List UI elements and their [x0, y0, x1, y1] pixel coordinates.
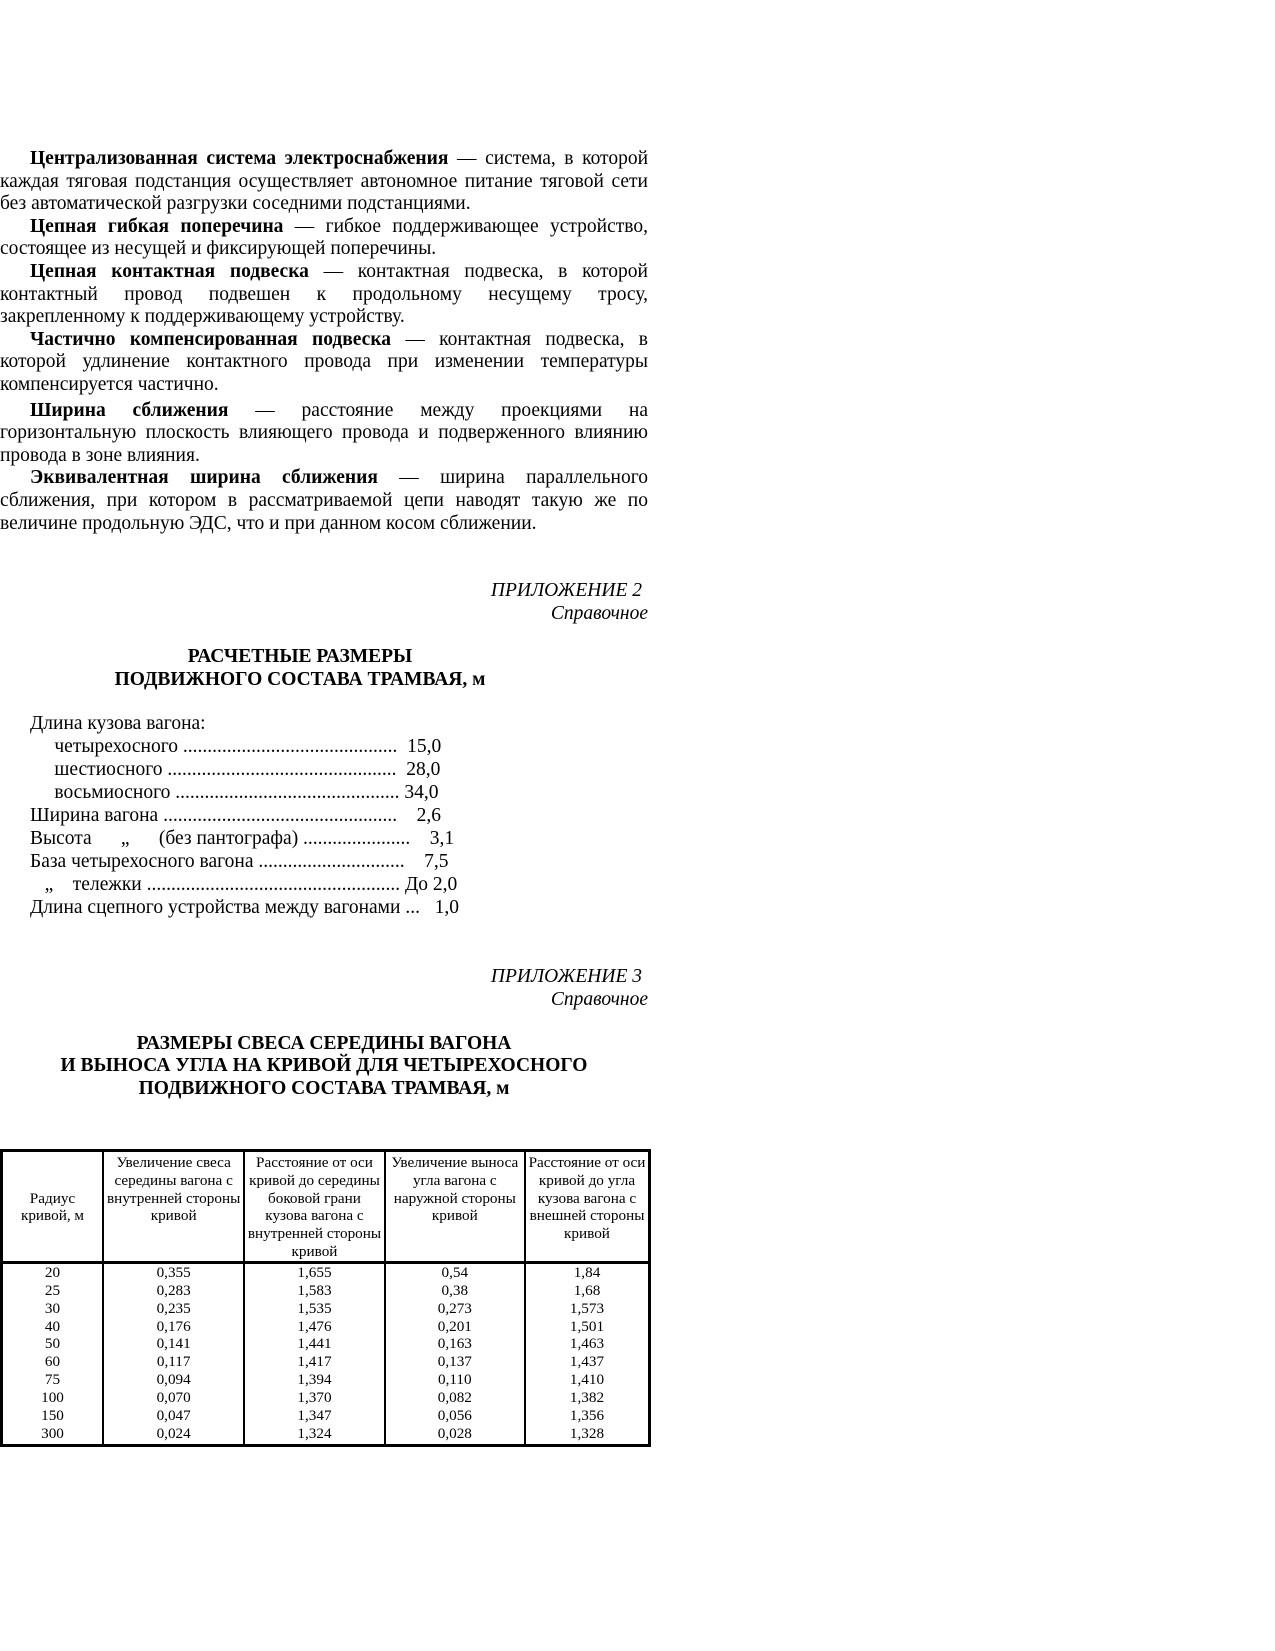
definition-paragraph [0, 261, 648, 329]
definition-term: Цепная гибкая поперечина [30, 215, 284, 237]
table-cell: 1,328 [569, 1424, 605, 1442]
table-cell: 1,417 [244, 1353, 384, 1371]
column-header: Радиус кривой, м [2, 1151, 103, 1263]
table-cell: 0,028 [385, 1425, 525, 1445]
appendix-number: ПРИЛОЖЕНИЕ 3 [490, 966, 642, 988]
table-cell: 1,655 [244, 1262, 384, 1281]
definition-paragraph [0, 329, 648, 397]
dimensions-list [0, 713, 648, 919]
table-body [2, 1262, 650, 1445]
table-row [2, 1300, 650, 1318]
table-cell: 1,463 [569, 1335, 605, 1353]
table-row [2, 1318, 650, 1336]
appendix-kind: Справочное [550, 602, 648, 624]
table-cell: 0,141 [103, 1335, 244, 1353]
dimension-line: База четырехосного вагона .............................. 7,5 [30, 850, 449, 872]
table-cell: 1,347 [244, 1407, 384, 1425]
table-row [2, 1282, 650, 1300]
table-cell: 300 [2, 1425, 103, 1445]
table-cell: 1,356 [569, 1407, 605, 1425]
table-cell: 75 [2, 1371, 103, 1389]
table-cell: 1,501 [569, 1317, 605, 1335]
table-cell: 1,573 [569, 1299, 605, 1317]
table-cell: 0,273 [385, 1300, 525, 1318]
table-row [2, 1353, 650, 1371]
table-cell: 1,68 [573, 1281, 601, 1299]
table-row [2, 1371, 650, 1389]
appendix-kind: Справочное [550, 989, 648, 1011]
table-cell: 0,047 [103, 1407, 244, 1425]
table-cell: 20 [2, 1262, 103, 1281]
dimension-line: Длина кузова вагона: [30, 713, 206, 735]
table-cell: 30 [2, 1300, 103, 1318]
heading-line: РАСЧЕТНЫЕ РАЗМЕРЫ [187, 646, 413, 668]
definition-text: — ширина параллельного сближения, при котором в рассматриваемой цепи наводят такую же по величине продольную ЭДС, что и при данном косом сближении. [0, 467, 648, 534]
definition-term: Централизованная система электроснабжения [30, 148, 449, 169]
table-cell: 1,394 [244, 1371, 384, 1389]
table-cell: 40 [2, 1318, 103, 1336]
table-header-row [2, 1151, 650, 1263]
table-row [2, 1335, 650, 1353]
definition-paragraph [0, 148, 648, 216]
definition-text: — расстояние между проекциями на горизонтальную плоскость влияющего провода и подверженного влиянию провода в зоне влияния. [0, 399, 648, 466]
table-cell: 0,117 [103, 1353, 244, 1371]
appendix-2-label [0, 580, 648, 625]
definition-text: — гибкое поддерживающее устройство, состоящее из несущей и фиксирующей поперечины. [0, 215, 648, 260]
dimension-line: восьмиосного .............................................. 34,0 [30, 782, 439, 804]
dimension-line: шестиосного ............................................... 28,0 [30, 759, 441, 781]
appendix-number: ПРИЛОЖЕНИЕ 2 [490, 580, 642, 602]
dimension-line: Высота „ (без пантографа) ...................... 3,1 [30, 827, 455, 849]
table-cell: 0,54 [385, 1262, 525, 1281]
table-cell: 0,163 [385, 1335, 525, 1353]
definition-paragraph [0, 467, 648, 535]
heading-line: РАЗМЕРЫ СВЕСА СЕРЕДИНЫ ВАГОНА [136, 1032, 512, 1054]
definition-text: — контактная подвеска, в которой удлинение контактного провода при изменении температуры компенсируется частично. [0, 328, 648, 395]
definition-term: Ширина сближения [30, 399, 229, 421]
table-cell: 0,283 [103, 1282, 244, 1300]
column-header: Расстояние от оси кривой до угла кузова вагона с внешней стороны кривой [525, 1151, 650, 1263]
dimension-line: „ тележки .................................................... До 2,0 [30, 873, 458, 895]
definition-term: Частично компенсированная подвеска [30, 328, 392, 350]
appendix-3-label [0, 966, 648, 1011]
column-header: Увеличение выноса угла вагона с наружной стороны кривой [385, 1151, 525, 1263]
overhang-table [0, 1149, 651, 1447]
table-cell: 1,382 [569, 1389, 605, 1407]
document-column [0, 148, 648, 1100]
table-cell: 1,476 [244, 1318, 384, 1336]
heading-line: ПОДВИЖНОГО СОСТАВА ТРАМВАЯ, м [138, 1077, 510, 1099]
column-header: Расстояние от оси кривой до середины боковой грани кузова вагона с внутренней стороны кривой [244, 1151, 384, 1263]
table-cell: 0,070 [103, 1389, 244, 1407]
table-cell: 1,535 [244, 1300, 384, 1318]
appendix-2-heading [0, 646, 600, 691]
table-cell: 150 [2, 1407, 103, 1425]
definition-text: — система, в которой каждая тяговая подстанция осуществляет автономное питание тяговой сети без автоматической разгрузки соседними подстанциями. [0, 148, 649, 215]
table-cell: 0,094 [103, 1371, 244, 1389]
table-row [2, 1425, 650, 1445]
table-cell: 1,370 [244, 1389, 384, 1407]
table-cell: 50 [2, 1335, 103, 1353]
dimension-line: Ширина вагона ................................................ 2,6 [30, 805, 441, 827]
table-cell: 0,235 [103, 1300, 244, 1318]
table-cell: 60 [2, 1353, 103, 1371]
heading-line: ПОДВИЖНОГО СОСТАВА ТРАМВАЯ, м [114, 668, 486, 690]
definition-term: Эквивалентная ширина сближения [30, 467, 378, 489]
table-cell: 100 [2, 1389, 103, 1407]
table-cell: 0,082 [385, 1389, 525, 1407]
table-cell: 0,201 [385, 1318, 525, 1336]
column-header: Увеличение свеса середины вагона с внутренней стороны кривой [103, 1151, 244, 1263]
table-cell: 0,110 [385, 1371, 525, 1389]
dimension-line: Длина сцепного устройства между вагонами ... 1,0 [30, 896, 459, 918]
table-cell: 0,355 [103, 1262, 244, 1281]
table-cell: 1,84 [573, 1263, 601, 1281]
table-cell: 1,583 [244, 1282, 384, 1300]
table-cell: 0,137 [385, 1353, 525, 1371]
table-row [2, 1407, 650, 1425]
table-cell: 1,441 [244, 1335, 384, 1353]
table-cell: 0,38 [385, 1282, 525, 1300]
table-cell: 0,056 [385, 1407, 525, 1425]
definition-term: Цепная контактная подвеска [30, 260, 309, 282]
table-cell: 1,410 [569, 1371, 605, 1389]
table-cell: 25 [2, 1282, 103, 1300]
table-cell: 1,324 [244, 1425, 384, 1445]
table-row [2, 1262, 650, 1281]
definition-paragraph [0, 400, 648, 468]
definition-text: — контактная подвеска, в которой контактный провод подвешен к продольному несущему тросу, закрепленному к поддерживающему устройству. [0, 260, 648, 328]
table-cell: 0,176 [103, 1318, 244, 1336]
heading-line: И ВЫНОСА УГЛА НА КРИВОЙ ДЛЯ ЧЕТЫРЕХОСНОГО [60, 1055, 588, 1077]
table-cell: 0,024 [103, 1425, 244, 1445]
table-cell: 1,437 [569, 1353, 605, 1371]
appendix-3-heading [0, 1033, 648, 1101]
dimension-line: четырехосного ............................................ 15,0 [30, 736, 442, 758]
definition-paragraph [0, 216, 648, 261]
table-row [2, 1389, 650, 1407]
